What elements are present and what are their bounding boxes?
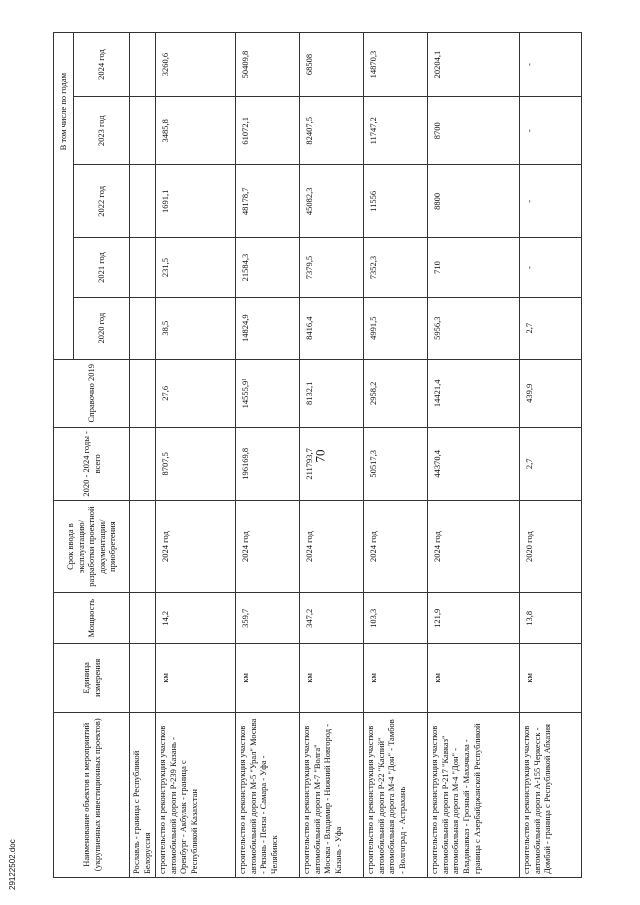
row-unit: км bbox=[156, 644, 236, 712]
header-name: Наименование объектов и мероприятий (укрупненных инвестиционных проектов) bbox=[54, 712, 130, 877]
row-2022: 45082,3 bbox=[300, 165, 364, 238]
row-unit: км bbox=[520, 644, 582, 712]
header-year-2021: 2021 год bbox=[74, 238, 130, 298]
row-deadline: 2024 год bbox=[236, 500, 300, 593]
row-2020: 14824,9 bbox=[236, 297, 300, 359]
row-2024: 50409,8 bbox=[236, 33, 300, 97]
row-2023: 82407,5 bbox=[300, 97, 364, 165]
row-2021: 710 bbox=[428, 238, 520, 298]
table-row bbox=[300, 33, 364, 878]
row-2022: 1691,1 bbox=[156, 165, 236, 238]
row-2023: 61072,1 bbox=[236, 97, 300, 165]
row-2022: 48178,7 bbox=[236, 165, 300, 238]
row-2020: 5956,3 bbox=[428, 297, 520, 359]
row-reference: 439,9 bbox=[520, 359, 582, 427]
row-reference: 27,6 bbox=[156, 359, 236, 427]
row-reference: 14421,4 bbox=[428, 359, 520, 427]
table-row bbox=[364, 33, 428, 878]
header-capacity: Мощность bbox=[54, 593, 130, 644]
row-name: строительство и реконструкция участков автомобильной дороги Р-239 Казань - Оренбург - Акбулак - граница с Республикой Казахстан bbox=[156, 712, 236, 877]
row-deadline: 2024 год bbox=[156, 500, 236, 593]
header-year-2022: 2022 год bbox=[74, 165, 130, 238]
header-year-2024: 2024 год bbox=[74, 33, 130, 97]
row-2021: 7352,3 bbox=[364, 238, 428, 298]
row-deadline: 2024 год bbox=[364, 500, 428, 593]
table-row-continuation bbox=[130, 33, 156, 878]
row-2023: - bbox=[520, 97, 582, 165]
row-2024: 20204,1 bbox=[428, 33, 520, 97]
row-total: 2,7 bbox=[520, 427, 582, 500]
row-unit: км bbox=[236, 644, 300, 712]
row-capacity: 14,2 bbox=[156, 593, 236, 644]
rotated-table-container bbox=[53, 32, 581, 878]
row-name: строительство и реконструкция участков автомобильной дороги Р-22 "Каспий" автомобильная дорога М-4 "Дон" - Тамбов - Волгоград - Астрахань bbox=[364, 712, 428, 877]
row-unit: км bbox=[428, 644, 520, 712]
page-number: 70 bbox=[312, 449, 327, 463]
table-row bbox=[156, 33, 236, 878]
investment-table bbox=[53, 32, 582, 878]
row-name: строительство и реконструкция участков автомобильной дороги Р-217 "Кавказ" автомобильная дорога М-4 "Дон" - Владикавказ - Грозный - Махачкала - граница с Азербайджанской Республикой bbox=[428, 712, 520, 877]
row-capacity: 121,9 bbox=[428, 593, 520, 644]
row-2020: 8416,4 bbox=[300, 297, 364, 359]
row-name: строительство и реконструкция участков автомобильной дороги М-5 "Урал" Москва - Рязань - Пенза - Самара - Уфа - Челябинск bbox=[236, 712, 300, 877]
row-name: строительство и реконструкция участков автомобильной дороги М-7 "Волга" Москва - Владимир - Нижний Новгород - Казань - Уфа bbox=[300, 712, 364, 877]
header-total: 2020 - 2024 годы - всего bbox=[54, 427, 130, 500]
row-total: 211793,7 bbox=[300, 427, 364, 500]
header-by-year-group: В том числе по годам bbox=[54, 33, 74, 360]
footer-code: 29122502.doc bbox=[8, 839, 17, 890]
row-2022: 11556 bbox=[364, 165, 428, 238]
row-2022: 8800 bbox=[428, 165, 520, 238]
row-total: 8707,5 bbox=[156, 427, 236, 500]
row-total: 44370,4 bbox=[428, 427, 520, 500]
row-capacity: 359,7 bbox=[236, 593, 300, 644]
table-row bbox=[236, 33, 300, 878]
row-2021: 21584,3 bbox=[236, 238, 300, 298]
row-2023: 11747,2 bbox=[364, 97, 428, 165]
row-2020: 4991,5 bbox=[364, 297, 428, 359]
row-2024: 68508 bbox=[300, 33, 364, 97]
row-reference: 14555,9¹ bbox=[236, 359, 300, 427]
table-row bbox=[428, 33, 520, 878]
row-reference: 2958,2 bbox=[364, 359, 428, 427]
row-total: 196169,8 bbox=[236, 427, 300, 500]
header-reference: Справочно 2019 bbox=[54, 359, 130, 427]
row-2022: - bbox=[520, 165, 582, 238]
row-2021: - bbox=[520, 238, 582, 298]
header-deadline: Срок ввода в эксплуатацию/ разработки проектной документации/ приобретения bbox=[54, 500, 130, 593]
row-2021: 231,5 bbox=[156, 238, 236, 298]
row-2024: - bbox=[520, 33, 582, 97]
row-capacity: 347,2 bbox=[300, 593, 364, 644]
row-deadline: 2024 год bbox=[300, 500, 364, 593]
row-deadline: 2020 год bbox=[520, 500, 582, 593]
row-reference: 8132,1 bbox=[300, 359, 364, 427]
row-total: 50517,3 bbox=[364, 427, 428, 500]
row-2020: 2,7 bbox=[520, 297, 582, 359]
header-year-2020: 2020 год bbox=[74, 297, 130, 359]
row-2024: 3260,6 bbox=[156, 33, 236, 97]
row-unit: км bbox=[300, 644, 364, 712]
row-capacity: 103,3 bbox=[364, 593, 428, 644]
row-2023: 8700 bbox=[428, 97, 520, 165]
row-name: строительство и реконструкция участков автомобильной дороги А-155 Черкесск - Домбай - граница с Республикой Абхазия bbox=[520, 712, 582, 877]
header-unit: Единица измерения bbox=[54, 644, 130, 712]
row-unit: км bbox=[364, 644, 428, 712]
row-capacity: 13,8 bbox=[520, 593, 582, 644]
header-year-2023: 2023 год bbox=[74, 97, 130, 165]
row-2024: 14870,3 bbox=[364, 33, 428, 97]
row-2021: 7379,5 bbox=[300, 238, 364, 298]
row-deadline: 2024 год bbox=[428, 500, 520, 593]
table-row bbox=[520, 33, 582, 878]
continuation-text: Рославль - граница с Республикой Белоруссия bbox=[130, 712, 156, 877]
row-2020: 38,5 bbox=[156, 297, 236, 359]
row-2023: 3485,8 bbox=[156, 97, 236, 165]
